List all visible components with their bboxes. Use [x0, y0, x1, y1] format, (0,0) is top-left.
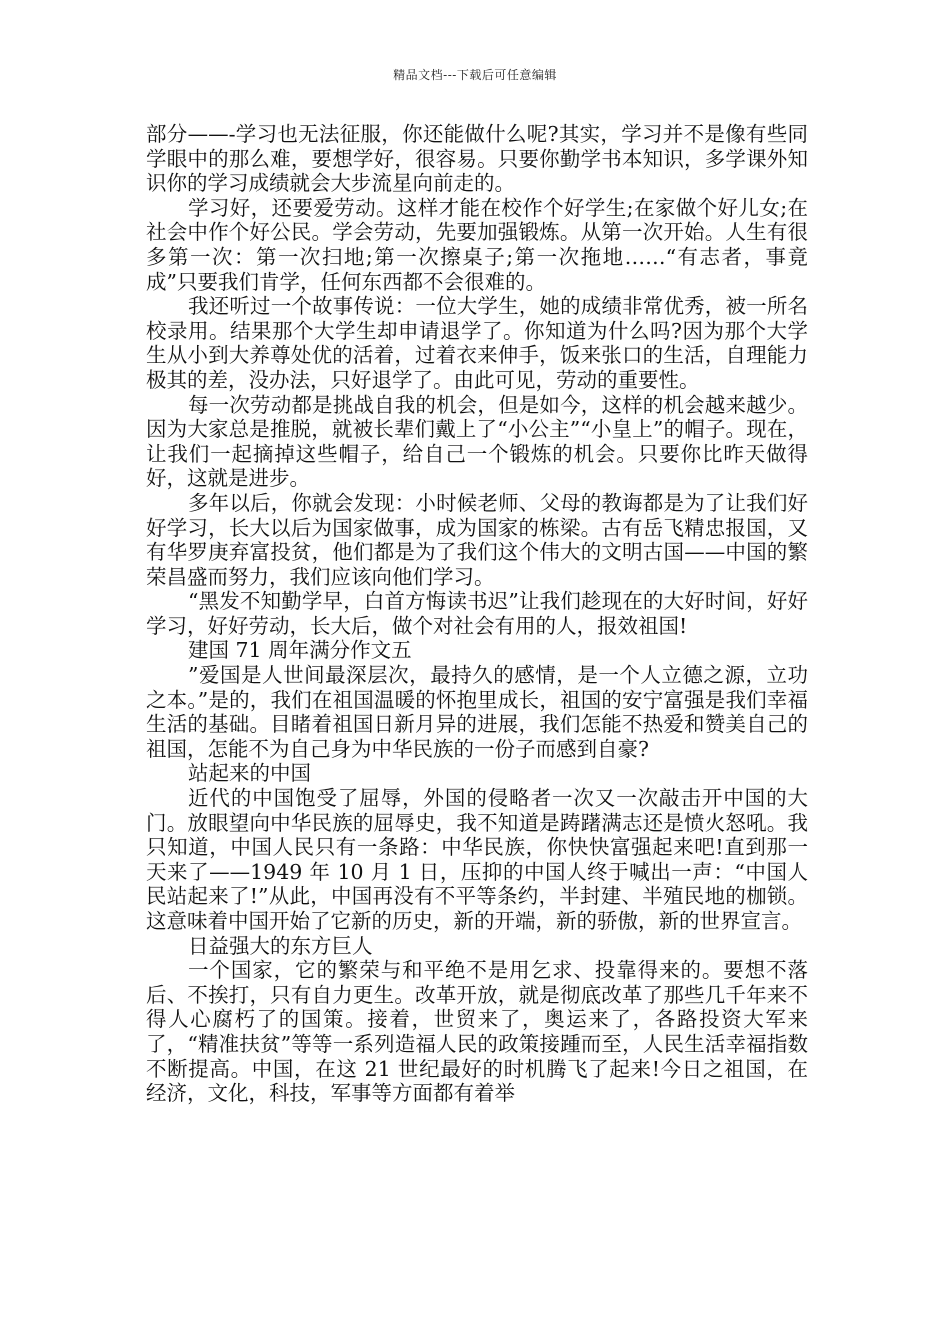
paragraph-labor: 学习好，还要爱劳动。这样才能在校作个好学生;在家做个好儿女;在社会中作个好公民。学会劳动，先要加强锻炼。从第一次开始。人生有很多第一次：第一次扫地;第一次擦桌子;第一次拖地……“有志者，事竟成”只要我们肯学，任何东西都不会很难的。 — [146, 195, 808, 294]
paragraph-history: 近代的中国饱受了屈辱，外国的侵略者一次又一次敲击开中国的大门。放眼望向中华民族的屈辱史，我不知道是踌躇满志还是愤火怒吼。我只知道，中国人民只有一条路：中华民族，你快快富强起来吧!直到那一天来了——1949 年 10 月 1 日，压抑的中国人终于喊出一声：“中国人民站起来了!”从此，中国再没有不平等条约，半封建、半殖民地的枷锁。这意味着中国开始了它新的历史，新的开端，新的骄傲，新的世界宣言。 — [146, 786, 808, 933]
section-heading-stand-up: 站起来的中国 — [188, 761, 311, 786]
document-body — [146, 122, 808, 1106]
paragraph-reform: 一个国家，它的繁荣与和平绝不是用乞求、投靠得来的。要想不落后、不挨打，只有自力更生。改革开放，就是彻底改革了那些几千年来不得人心腐朽了的国策。接着，世贸来了，奥运来了，各路投资大军来了，“精准扶贫”等等一系列造福人民的政策接踵而至，人民生活幸福指数不断提高。中国，在这 21 世纪最好的时机腾飞了起来!今日之祖国，在经济，文化，科技，军事等方面都有着举 — [146, 958, 808, 1106]
paragraph-patriotism: ”爱国是人世间最深层次，最持久的感情，是一个人立德之源，立功之本。”是的，我们在祖国温暖的怀抱里成长，祖国的安宁富强是我们幸福生活的基础。目睹着祖国日新月异的进展，我们怎能不热爱和赞美自己的祖国，怎能不为自己身为中华民族的一份子而感到自豪? — [146, 663, 808, 761]
page-header: 精品文档---下载后可任意编辑 — [393, 68, 557, 82]
essay-title: 建国 71 周年满分作文五 — [188, 638, 412, 663]
paragraph-future: 多年以后，你就会发现：小时候老师、父母的教诲都是为了让我们好好学习，长大以后为国家做事，成为国家的栋梁。古有岳飞精忠报国，又有华罗庚弃富投贫，他们都是为了我们这个伟大的文明古国——中国的繁荣昌盛而努力，我们应该向他们学习。 — [146, 490, 808, 589]
section-heading-rising-giant: 日益强大的东方巨人 — [188, 933, 373, 958]
paragraph-story: 我还听过一个故事传说：一位大学生，她的成绩非常优秀，被一所名校录用。结果那个大学生却申请退学了。你知道为什么吗?因为那个大学生从小到大养尊处优的活着，过着衣来伸手，饭来张口的生活，自理能力极其的差，没办法，只好退学了。由此可见，劳动的重要性。 — [146, 294, 808, 392]
paragraph-continuation: 部分——-学习也无法征服，你还能做什么呢?其实，学习并不是像有些同学眼中的那么难，要想学好，很容易。只要你勤学书本知识，多学课外知识你的学习成绩就会大步流星向前走的。 — [146, 122, 808, 196]
paragraph-challenge: 每一次劳动都是挑战自我的机会，但是如今，这样的机会越来越少。因为大家总是推脱，就被长辈们戴上了“小公主”“小皇上”的帽子。现在，让我们一起摘掉这些帽子，给自己一个锻炼的机会。只要你比昨天做得好，这就是进步。 — [146, 392, 808, 491]
paragraph-quote: “黑发不知勤学早，白首方悔读书迟”让我们趁现在的大好时间，好好学习，好好劳动，长大后，做个对社会有用的人，报效祖国! — [146, 589, 808, 638]
